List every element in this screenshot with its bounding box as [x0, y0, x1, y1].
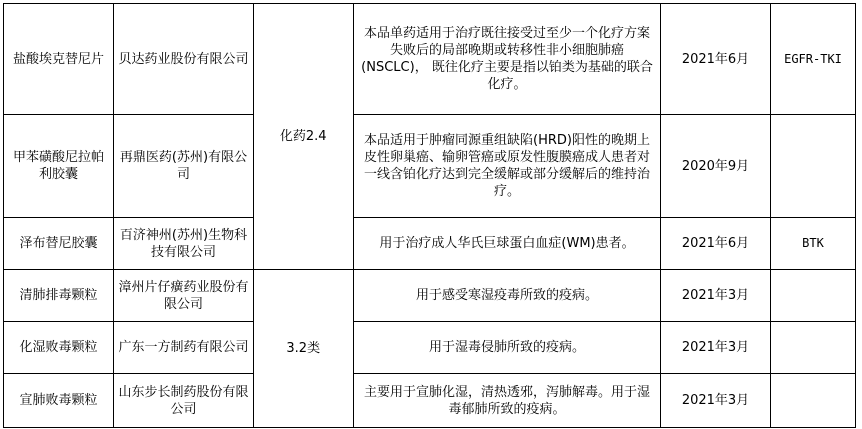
table-row [4, 374, 856, 428]
drug-name: 泽布替尼胶囊 [4, 218, 114, 270]
drug-name: 盐酸埃克替尼片 [4, 4, 114, 115]
drug-name: 甲苯磺酸尼拉帕利胶囊 [4, 115, 114, 218]
target-cell [771, 115, 856, 218]
category-cell: 化药2.4 [254, 4, 353, 270]
indication-text: 主要用于宣肺化湿，清热透邪，泻肺解毒。用于湿毒郁肺所致的疫病。 [354, 374, 661, 428]
drug-approval-table [3, 3, 856, 428]
approval-date: 2021年3月 [661, 322, 771, 374]
category-cell: 3.2类 [254, 270, 353, 428]
approval-date: 2020年9月 [661, 115, 771, 218]
target-cell: BTK [771, 218, 856, 270]
table-row [4, 4, 856, 115]
indication-text: 用于湿毒侵肺所致的疫病。 [354, 322, 661, 374]
drug-name: 化湿败毒颗粒 [4, 322, 114, 374]
company-name: 贝达药业股份有限公司 [114, 4, 254, 115]
indication-text: 用于治疗成人华氏巨球蛋白血症(WM)患者。 [354, 218, 661, 270]
company-name: 广东一方制药有限公司 [114, 322, 254, 374]
table-row [4, 270, 856, 322]
target-cell [771, 374, 856, 428]
company-name: 山东步长制药股份有限公司 [114, 374, 254, 428]
approval-date: 2021年6月 [661, 4, 771, 115]
target-cell: EGFR-TKI [771, 4, 856, 115]
approval-date: 2021年6月 [661, 218, 771, 270]
approval-date: 2021年3月 [661, 374, 771, 428]
table-row [4, 218, 856, 270]
table-row [4, 322, 856, 374]
indication-text: 用于感受寒湿疫毒所致的疫病。 [354, 270, 661, 322]
company-name: 百济神州(苏州)生物科技有限公司 [114, 218, 254, 270]
drug-name: 宣肺败毒颗粒 [4, 374, 114, 428]
drug-name: 清肺排毒颗粒 [4, 270, 114, 322]
indication-text: 本品单药适用于治疗既往接受过至少一个化疗方案失败后的局部晚期或转移性非小细胞肺癌(NSCLC)， 既往化疗主要是指以铂类为基础的联合化疗。 [354, 4, 661, 115]
indication-text: 本品适用于肿瘤同源重组缺陷(HRD)阳性的晚期上皮性卵巢癌、输卵管癌或原发性腹膜癌成人患者对一线含铂化疗达到完全缓解或部分缓解后的维持治疗。 [354, 115, 661, 218]
target-cell [771, 322, 856, 374]
approval-date: 2021年3月 [661, 270, 771, 322]
target-cell [771, 270, 856, 322]
company-name: 再鼎医药(苏州)有限公司 [114, 115, 254, 218]
table-row [4, 115, 856, 218]
company-name: 漳州片仔癀药业股份有限公司 [114, 270, 254, 322]
